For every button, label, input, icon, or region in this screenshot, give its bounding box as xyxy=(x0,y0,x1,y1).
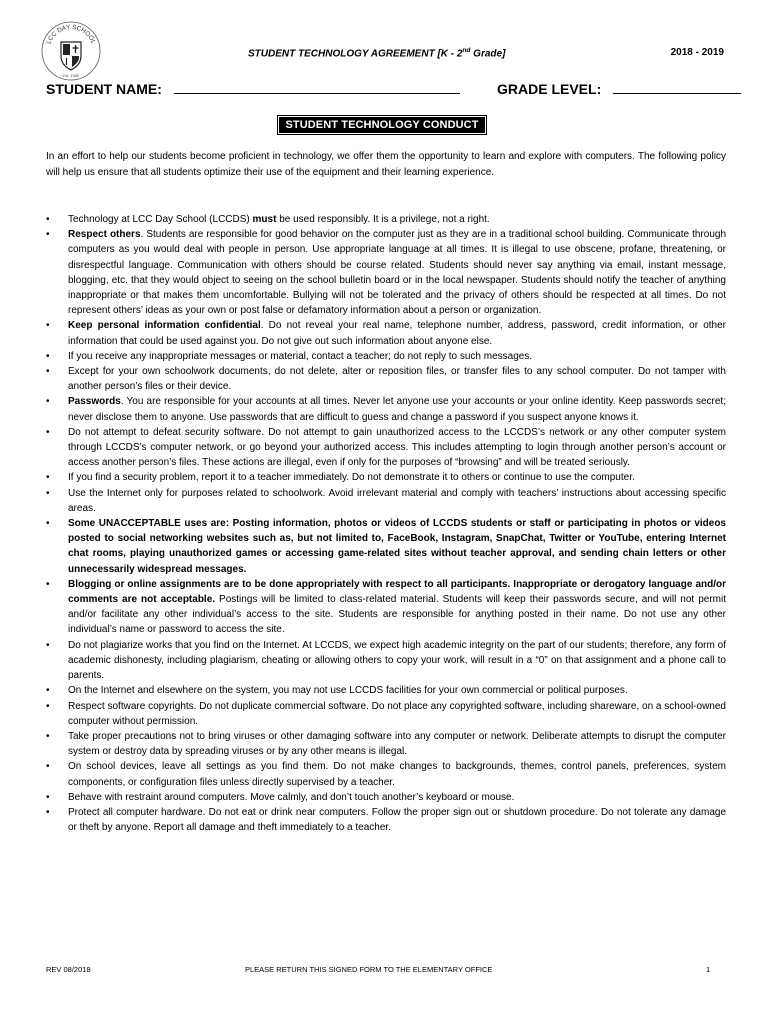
rule-text: . Do not reveal your real name, telephone number, address, password, credit information, or other information that could be used against you. Do not give out such information about anyone else. xyxy=(68,320,726,347)
rule-item xyxy=(46,683,726,698)
rule-item xyxy=(46,394,726,424)
grade-level-line[interactable] xyxy=(613,81,741,94)
rule-text: . Students are responsible for good behavior on the computer just as they are in a traditional school building. Communicate through computers as you would deal with people in person. Use appropriate language at all times. It is illegal to use obscene, profane, threatening, or disrespectful language. Communication with others should be course related. Students should never say anything via email, instant message, blogging, etc. that they would object to seeing on the school bulletin board or in the local newspaper. Students should notify the teacher of anything inappropriate or that makes them uncomfortable. Bullying will not be tolerated and the privacy of others should be respected at all times. Do not represent others’ ideas as your own or post false or defamatory information about a person or organization. xyxy=(68,229,727,317)
rule-text: Use the Internet only for purposes related to schoolwork. Avoid irrelevant material and comply with teachers’ instructions about accessing specific areas. xyxy=(68,487,726,514)
rule-text: On school devices, leave all settings as you find them. Do not make changes to backgrounds, themes, control panels, preferences, system components, or configuration files unless directly supervised by a teacher. xyxy=(68,761,726,788)
school-year: 2018 - 2019 xyxy=(670,47,724,58)
rule-item xyxy=(46,364,726,394)
rule-lead: Blogging or online assignments are to be done appropriately with respect to all participants. Inappropriate or derogatory language and/or comments are not acceptable. xyxy=(68,578,726,606)
rule-text: Except for your own schoolwork documents, do not delete, alter or reposition files, or transfer files to any school computer. Do not tamper with another person’s files or their device. xyxy=(68,366,726,393)
rule-item xyxy=(46,790,726,805)
rule-text: If you receive any inappropriate messages or material, contact a teacher; do not reply to such messages. xyxy=(68,350,533,362)
rule-item xyxy=(46,227,726,318)
revision-label: REV 08/2018 xyxy=(46,965,91,974)
rule-item xyxy=(46,470,726,485)
section-heading: STUDENT TECHNOLOGY CONDUCT xyxy=(279,117,485,133)
rule-text: . You are responsible for your accounts at all times. Never let anyone use your accounts or your online identity. Keep passwords secret; never disclose them to anyone. Use passwords that are difficult to guess and change a password if you suspect anyone knows it. xyxy=(68,396,726,423)
school-crest-logo xyxy=(40,20,102,82)
rule-item xyxy=(46,212,726,227)
page-number: 1 xyxy=(706,965,711,974)
rule-emphasis: must xyxy=(252,214,277,225)
rule-item xyxy=(46,699,726,729)
grade-level-label: GRADE LEVEL: xyxy=(497,81,602,97)
rule-text: Do not plagiarize works that you find on the Internet. At LCCDS, we expect high academic integrity on the part of our students; therefore, any form of academic dishonesty, including plagiarism, cheating or allowing others to copy your work, will result in a “0” on that assignment and a phone call to parents. xyxy=(68,639,726,682)
rule-text: Do not attempt to defeat security software. Do not attempt to gain unauthorized access to the LCCDS’s network or any other computer system through LCCDS’s computer network, or go beyond your authorized access. This includes attempting to login through another person’s account or access another person’s files. These actions are illegal, even if only for the purposes of “browsing” and will be treated seriously. xyxy=(68,426,726,469)
grade-level-field xyxy=(497,81,741,97)
rule-text: On the Internet and elsewhere on the system, you may not use LCCDS facilities for your own commercial or political purposes. xyxy=(68,685,628,697)
rule-text: Postings will be limited to class-related material. Students will keep their passwords secure, and will not permit and/or facilitate any other individual’s access to the site. Students are responsible for anything posted in their name. Do not use any other individual’s name or password to access the site. xyxy=(68,594,726,636)
rule-item xyxy=(46,486,726,516)
rule-item xyxy=(46,638,726,684)
student-name-line[interactable] xyxy=(174,81,460,94)
rule-text: Behave with restraint around computers. Move calmly, and don’t touch another’s keyboard or mouse. xyxy=(68,791,515,803)
rule-item xyxy=(46,729,726,759)
student-name-field xyxy=(46,81,460,97)
document-title xyxy=(248,47,505,59)
conduct-rules-list xyxy=(46,212,726,835)
rule-item xyxy=(46,425,726,471)
rule-text: be used responsibly. It is a privilege, not a right. xyxy=(276,214,490,225)
rule-item xyxy=(46,577,726,638)
document-title-prefix: STUDENT TECHNOLOGY AGREEMENT [K - 2 xyxy=(248,48,463,60)
logo-bottom-text: Est. 1985 xyxy=(62,74,80,78)
rule-lead-text: Technology at LCC Day School (LCCDS) xyxy=(68,214,253,225)
rule-lead: Passwords xyxy=(68,396,121,408)
document-title-sup: nd xyxy=(462,47,471,54)
rule-text: Protect all computer hardware. Do not eat or drink near computers. Follow the proper sign out or shutdown procedure. Do not tolerate any damage or theft by anyone. Report all damage and theft immediately to a teacher. xyxy=(68,806,726,834)
return-instruction: PLEASE RETURN THIS SIGNED FORM TO THE ELEMENTARY OFFICE xyxy=(245,965,493,974)
rule-lead: Respect others xyxy=(68,229,141,241)
intro-paragraph: In an effort to help our students become proficient in technology, we offer them the opportunity to learn and explore with computers. The following policy will help us ensure that all students optimize their use of the equipment and their learning experience. xyxy=(46,151,726,178)
rule-lead: Some UNACCEPTABLE uses are: Posting information, photos or videos of LCCDS students or staff or participating in photos or videos posted to social networking websites such as, but not limited to, FaceBook, Instagram, SnapChat, Twitter or YouTube, entering Internet chat rooms, playing unauthorized games or accessing game-related sites without teacher approval, and sending chain letters or other unnecessarily widespread messages. xyxy=(68,518,726,575)
rule-lead: Keep personal information confidential xyxy=(68,320,261,332)
logo-arc-text: LCC DAY SCHOOL xyxy=(45,23,97,46)
rule-item xyxy=(46,349,726,364)
rule-item xyxy=(46,516,726,577)
rule-item xyxy=(46,805,726,835)
rule-text: If you find a security problem, report it to a teacher immediately. Do not demonstrate it to others or continue to use the computer. xyxy=(68,472,635,484)
rule-item xyxy=(46,759,726,789)
rule-item xyxy=(46,318,726,348)
document-title-suffix: Grade] xyxy=(470,48,506,60)
student-name-label: STUDENT NAME: xyxy=(46,81,162,97)
rule-text: Take proper precautions not to bring viruses or other damaging software into any computer or network. Deliberate attempts to disrupt the computer system or destroy data by spreading viruses or by any other means is illegal. xyxy=(68,730,726,758)
rule-text: Respect software copyrights. Do not duplicate commercial software. Do not place any copyrighted software, including shareware, on a school-owned computer without permission. xyxy=(68,700,726,727)
